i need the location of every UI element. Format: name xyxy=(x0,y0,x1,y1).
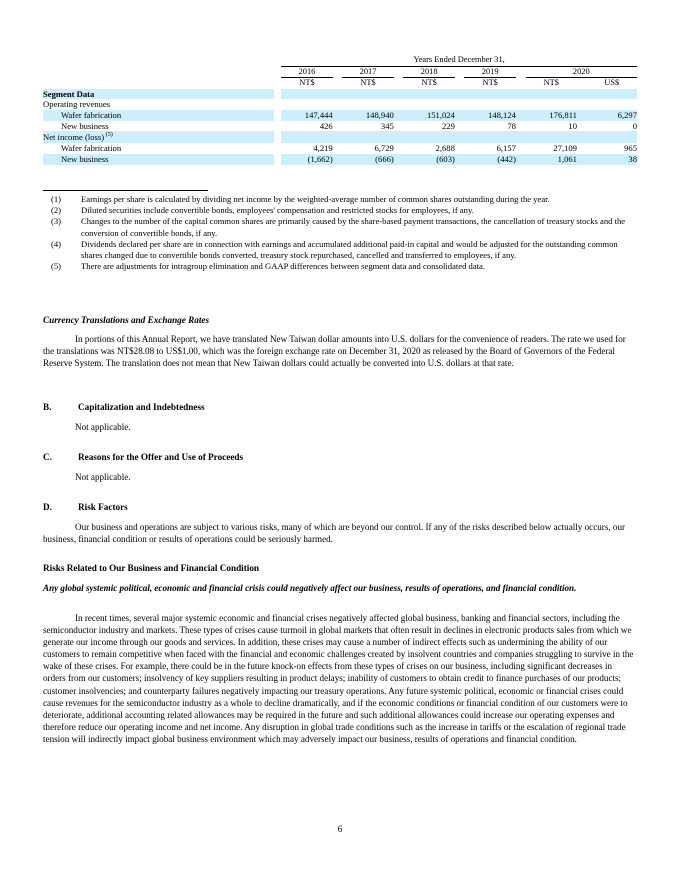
table-cell-pad xyxy=(516,154,526,165)
table-cell-pad xyxy=(394,99,404,110)
table-row xyxy=(43,121,637,132)
table-cell: 10 xyxy=(568,120,577,131)
table-cell: 147,444 xyxy=(281,110,333,121)
table-cell-pad xyxy=(394,131,404,143)
table-header-spanner-row xyxy=(43,55,637,66)
table-cell xyxy=(281,99,333,110)
table-cell: 176,811 xyxy=(526,110,577,121)
table-cell: 38 xyxy=(587,154,637,165)
table-cell-pad xyxy=(394,154,404,165)
footnote-list xyxy=(43,194,637,272)
table-cell-pad xyxy=(577,99,587,110)
table-cell: 965 xyxy=(624,143,637,154)
table-gutter xyxy=(274,89,281,100)
footnote-text: Diluted securities include convertible bonds, employees' compensation and restricted stocks for employees, if any. xyxy=(81,205,474,216)
footnote-text: Earnings per share is calculated by dividing net income by the weighted-average number of common shares outstanding during the year. xyxy=(81,194,550,204)
table-cell-pad xyxy=(516,121,526,132)
section-b-title: Capitalization and Indebtedness xyxy=(78,402,205,412)
table-cell-pad xyxy=(516,99,526,110)
risks-paragraph: In recent times, several major systemic economic and financial crises negatively affected global business, banking and financial sectors, including the semiconductor industry and markets. These types of crises cause turmoil in global markets that often result in declines in electronic products sales from which we generate our income through our goods and services. In addition, these crises may cause a number of indirect effects such as undermining the ability of our customers to remain competitive when faced with the financial and economic challenges created by insolvent countries and companies struggling to survive in the wake of these crises. For example, there could be in the future knock-on effects from these types of crises on our business, including significant decreases in orders from our customers; insolvency of key suppliers resulting in product delays; inability of customers to obtain credit to finance purchases of our products; customer insolvencies; and counterparty failures negatively impacting our treasury operations. Any future systemic political, economic or financial crises could cause revenues for the semiconductor industry as a whole to decline dramatically, and if the economic conditions or financial condition of our customers were to deteriorate, additional accounting related allowances may be required in the future and such additional allowances could increase our operating expenses and therefore reduce our operating income and net income. Any disruption in global trade conditions such as the increase in tariffs or the escalation of regional trade tension will indirectly impact global business environment which may adversely impact our business, results of operations and financial condition. xyxy=(43,613,634,744)
table-cell: 4,219 xyxy=(313,143,333,154)
table-cell: 345 xyxy=(380,120,394,131)
table-cell-pad xyxy=(455,121,465,132)
table-cell-pad xyxy=(577,154,587,165)
table-cell-pad xyxy=(455,154,465,165)
table-spanner-years: Years Ended December 31, xyxy=(281,55,637,66)
section-c-heading xyxy=(43,452,637,462)
table-col-year-2017: 2017 xyxy=(342,66,394,78)
section-c-letter: C. xyxy=(43,452,52,462)
table-row-label: Wafer fabrication xyxy=(61,143,122,154)
table-cell xyxy=(342,131,394,143)
table-col-currency-2019: NT$ xyxy=(482,78,498,87)
table-row-label: Wafer fabrication xyxy=(43,110,274,121)
table-cell: 1,061 xyxy=(526,154,577,165)
table-gutter xyxy=(274,121,281,132)
currency-translations-paragraph: In portions of this Annual Report, we have translated New Taiwan dollar amounts into U.S. dollars for the convenience of readers. The rate we used for the translations was NT$28.08 to US$1.00, which was the foreign exchange rate on December 31, 2020 as released by the Board of Governors of the Federal Reserve System. The translation does not mean that New Taiwan dollars could actually be converted into U.S. dollars at that rate. xyxy=(43,334,626,369)
table-row xyxy=(43,143,637,154)
table-cell-pad xyxy=(333,89,343,100)
table-cell-pad xyxy=(455,143,465,154)
footnote-separator-rule xyxy=(43,190,208,191)
footnote-marker: (5) xyxy=(51,261,62,272)
page-number: 6 xyxy=(337,824,343,834)
table-row-label: New business xyxy=(43,154,274,165)
section-b-body: Not applicable. xyxy=(75,422,131,432)
table-col-year-2016: 2016 xyxy=(281,66,333,78)
table-cell: 78 xyxy=(507,120,516,131)
table-cell-pad xyxy=(333,154,343,165)
table-cell: 6,297 xyxy=(587,110,637,121)
section-b-heading xyxy=(43,402,637,412)
footnote-item xyxy=(43,216,637,238)
table-cell: 151,024 xyxy=(403,110,455,121)
table-col-currency-2020-ntd: NT$ xyxy=(543,78,559,87)
table-cell-pad xyxy=(577,121,587,132)
section-d-body: Our business and operations are subject to various risks, many of which are beyond our control. If any of the risks described below actually occurs, our business, financial condition or results of operations could be seriously harmed. xyxy=(43,522,626,545)
table-cell xyxy=(526,131,577,143)
table-cell-pad xyxy=(455,89,465,100)
table-cell xyxy=(526,89,577,100)
table-cell-pad xyxy=(394,110,404,121)
table-row xyxy=(43,99,637,110)
table-body xyxy=(43,89,637,165)
table-row-label: Net income (loss) $^{(5)}$ xyxy=(43,131,274,143)
table-cell xyxy=(464,99,516,110)
table-cell xyxy=(403,99,455,110)
table-cell xyxy=(464,131,516,143)
table-cell: (442) xyxy=(464,154,516,165)
footnote-marker: (2) xyxy=(51,205,62,216)
table-cell: 148,124 xyxy=(464,110,516,121)
table-cell-pad xyxy=(577,143,587,154)
table-header-currency-row xyxy=(43,78,637,89)
table-col-year-2020: 2020 xyxy=(526,66,637,78)
table-cell-pad xyxy=(394,143,404,154)
section-c-body: Not applicable. xyxy=(75,472,131,482)
table-cell-pad xyxy=(394,121,404,132)
table-cell: (1,662) xyxy=(281,154,333,165)
footnote-item xyxy=(43,261,637,272)
risks-section-heading: Risks Related to Our Business and Financial Condition xyxy=(43,563,260,573)
segment-data-table xyxy=(43,55,637,165)
segment-data-table-wrapper xyxy=(43,55,637,165)
footnote-item xyxy=(43,205,637,216)
table-cell xyxy=(587,89,637,100)
table-gutter xyxy=(274,110,281,121)
footnote-marker: (1) xyxy=(51,194,62,204)
footnote-text: Changes to the number of the capital common shares are primarily caused by the share-based payment transactions, the cancellation of treasury stocks and the conversion of convertible bonds, if any. xyxy=(81,216,626,238)
table-cell xyxy=(342,89,394,100)
table-row xyxy=(43,110,637,121)
table-row-label: Operating revenues xyxy=(43,99,111,110)
table-row-label: Segment Data xyxy=(43,89,274,100)
table-cell-pad xyxy=(455,131,465,143)
table-gutter xyxy=(274,154,281,165)
table-col-currency-2016: NT$ xyxy=(299,78,315,87)
currency-translations-heading: Currency Translations and Exchange Rates xyxy=(43,315,210,325)
footnote-reference: (5) xyxy=(104,131,113,139)
table-cell: 6,157 xyxy=(496,143,516,154)
table-cell: 2,688 xyxy=(435,143,455,154)
table-cell: 6,729 xyxy=(374,143,394,154)
table-cell-pad xyxy=(516,110,526,121)
table-cell-pad xyxy=(516,89,526,100)
table-cell xyxy=(403,89,455,100)
table-header-year-row xyxy=(43,66,637,78)
table-cell: (603) xyxy=(403,154,455,165)
table-row-label: New business xyxy=(61,120,109,131)
footnote-item xyxy=(43,239,637,261)
table-cell-pad xyxy=(333,99,343,110)
section-b-letter: B. xyxy=(43,402,52,412)
table-cell-pad xyxy=(577,131,587,143)
footnote-marker: (3) xyxy=(51,216,62,227)
table-cell-pad xyxy=(577,110,587,121)
table-cell xyxy=(281,131,333,143)
table-cell xyxy=(464,89,516,100)
table-col-currency-2018: NT$ xyxy=(421,78,437,87)
section-d-title: Risk Factors xyxy=(78,502,128,512)
table-cell: 229 xyxy=(441,120,455,131)
table-row xyxy=(43,89,637,100)
table-cell-pad xyxy=(455,110,465,121)
table-row xyxy=(43,154,637,165)
table-cell-pad xyxy=(333,110,343,121)
table-cell-pad xyxy=(333,121,343,132)
table-cell-pad xyxy=(516,131,526,143)
table-gutter xyxy=(274,131,281,143)
table-cell-pad xyxy=(455,99,465,110)
table-row xyxy=(43,131,637,143)
table-gutter xyxy=(274,99,281,110)
table-cell xyxy=(587,131,637,143)
footnote-text: There are adjustments for intragroup elimination and GAAP differences between segment data and consolidated data. xyxy=(81,261,486,272)
table-cell-pad xyxy=(333,143,343,154)
table-col-year-2018: 2018 xyxy=(403,66,455,78)
table-cell: 27,109 xyxy=(553,143,577,154)
table-cell-pad xyxy=(516,143,526,154)
table-cell-pad xyxy=(394,89,404,100)
table-header xyxy=(43,55,637,89)
footnote-item xyxy=(43,194,637,205)
table-cell: 426 xyxy=(319,120,333,131)
table-col-year-2019: 2019 xyxy=(464,66,516,78)
footnote-marker: (4) xyxy=(51,238,62,249)
table-cell: 148,940 xyxy=(342,110,394,121)
table-cell xyxy=(281,89,333,100)
table-cell xyxy=(403,131,455,143)
table-cell xyxy=(526,99,577,110)
footnote-text: Dividends declared per share are in connection with earnings and accumulated additional paid-in capital and would be adjusted for the outstanding common shares changed due to convertible bonds converted, treasury stock repurchased, cancelled and transferred to employees, if any. xyxy=(81,238,618,260)
table-cell xyxy=(587,99,637,110)
table-gutter xyxy=(274,143,281,154)
table-cell-pad xyxy=(333,131,343,143)
section-d-letter: D. xyxy=(43,502,52,512)
table-cell-pad xyxy=(577,89,587,100)
section-d-heading xyxy=(43,502,637,512)
risks-subheading: Any global systemic political, economic and financial crisis could negatively affect our business, results of operations, and financial condition. xyxy=(43,583,577,593)
table-col-currency-2020-usd: US$ xyxy=(604,78,620,87)
table-cell xyxy=(342,99,394,110)
table-cell: 0 xyxy=(632,120,637,131)
section-c-title: Reasons for the Offer and Use of Proceeds xyxy=(78,452,244,462)
table-col-currency-2017: NT$ xyxy=(360,78,376,87)
table-cell: (666) xyxy=(342,154,394,165)
